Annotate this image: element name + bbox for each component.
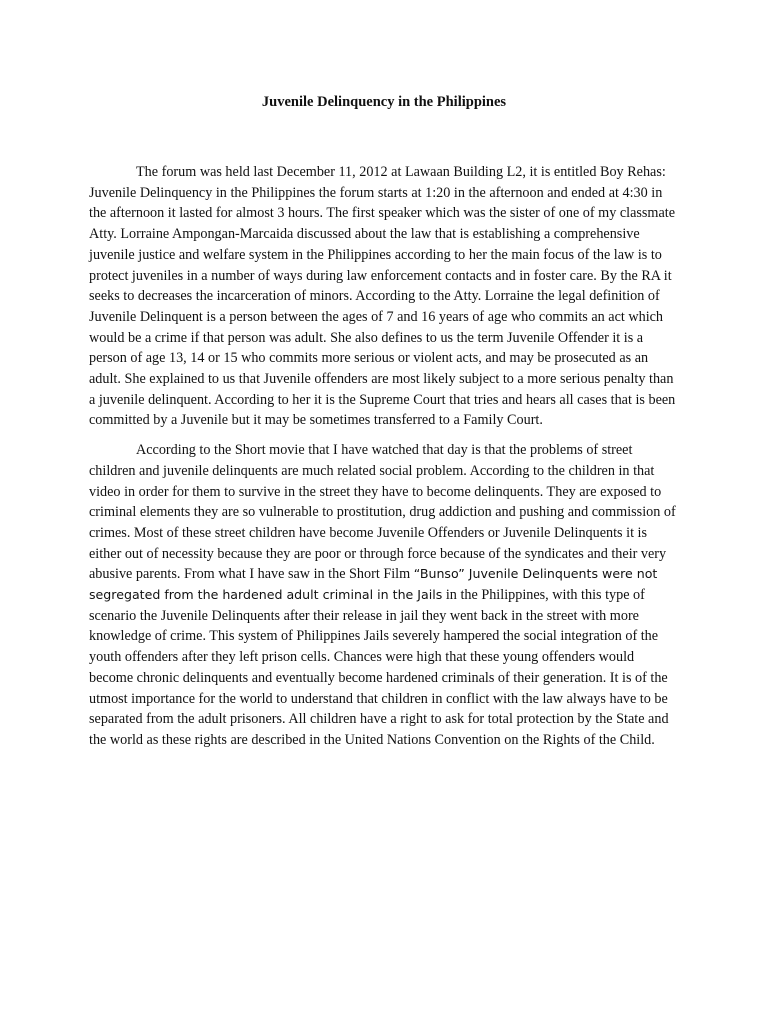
paragraph-short-movie: [89, 440, 681, 751]
document-title: Juvenile Delinquency in the Philippines: [261, 94, 507, 110]
paragraph-short-movie-text-mixed-font: “Bunso” Juvenile Delinquents were not segregated from the hardened adult criminal in the Jails: [89, 566, 658, 603]
paragraph-short-movie-text-end: in the Philippines, with this type of scenario the Juvenile Delinquents after their release in jail they went back in the street with more knowledge of crime. This system of Philippines Jails severely hampered the social integration of the youth offenders after they left prison cells. Chances were high that these young offenders would become chronic delinquents and eventually become hardened criminals of their generation. It is of the utmost importance for the world to understand that children in conflict with the law always have to be separated from the adult prisoners. All children have a right to ask for total protection by the State and the world as these rights are described in the United Nations Convention on the Rights of the Child.: [89, 587, 669, 748]
document-body: [89, 162, 681, 751]
paragraph-short-movie-text-start: According to the Short movie that I have watched that day is that the problems of street children and juvenile delinquents are much related social problem. According to the children in that video in order for them to survive in the street they have to become delinquents. They are exposed to criminal elements they are so vulnerable to prostitution, drug addiction and pushing and commission of crimes. Most of these street children have become Juvenile Offenders or Juvenile Delinquents it is either out of necessity because they are poor or through force because of the syndicates and their very abusive parents. From what I have saw in the Short Film: [89, 442, 676, 583]
paragraph-forum-summary: The forum was held last December 11, 2012 at Lawaan Building L2, it is entitled Boy Rehas: Juvenile Delinquency in the Philippines the forum starts at 1:20 in the afternoon and ended at 4:30 in the afternoon it lasted for almost 3 hours. The first speaker which was the sister of one of my classmate Atty. Lorraine Ampongan-Marcaida discussed about the law that is establishing a comprehensive juvenile justice and welfare system in the Philippines according to her the main focus of the law is to protect juveniles in a number of ways during law enforcement contacts and in foster care. By the RA it seeks to decreases the incarceration of minors. According to the Atty. Lorraine the legal definition of Juvenile Delinquent is a person between the ages of 7 and 16 years of age who commits an act which would be a crime if that person was adult. She also defines to us the term Juvenile Offender it is a person of age 13, 14 or 15 who commits more serious or violent acts, and may be prosecuted as an adult. She explained to us that Juvenile offenders are most likely subject to a more serious penalty than a juvenile delinquent. According to her it is the Supreme Court that tries and hears all cases that is been committed by a Juvenile but it may be sometimes transferred to a Family Court.: [89, 164, 676, 429]
